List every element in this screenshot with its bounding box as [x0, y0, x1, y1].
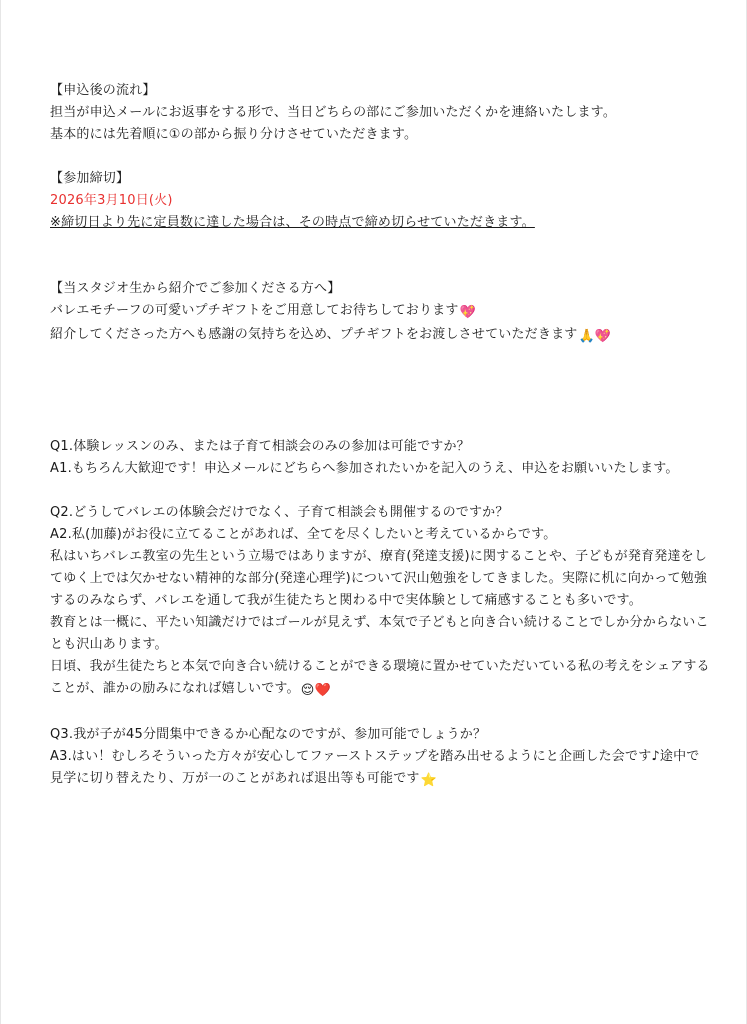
spacer: [50, 348, 710, 414]
document-content: [50, 80, 710, 792]
referral-line-1-text: バレエモチーフの可愛いプチギフトをご用意してお待ちしております: [50, 303, 459, 318]
deadline-heading: 【参加締切】: [50, 171, 130, 186]
spacer: [50, 702, 710, 724]
faq-a2-paragraph-2: 私はいちバレエ教室の先生という立場ではありますが、療育(発達支援)に関することや、子どもが発育発達をしてゆく上では欠かせない精神的な部分(発達心理学)について沢山勉強をしてきました。実際に机に向かって勉強するのみならず、バレエを通して我が生徒たちと関わる中で実体験として痛感することも多いです。: [50, 549, 708, 608]
spacer: [50, 146, 710, 168]
praying-hands-heart-icon: 🙏💖: [578, 329, 612, 344]
faq-q2: Q2.どうしてバレエの体験会だけでなく、子育て相談会も開催するのですか？: [50, 505, 509, 520]
star-icon: ⭐: [420, 773, 437, 788]
deadline-date: 2026年3月10日(火): [50, 193, 173, 208]
relieved-face-heart-icon: 😌❤️: [300, 683, 331, 698]
flow-line-2: 基本的には先着順に①の部から振り分けさせていただきます。: [50, 127, 418, 142]
faq-q1: Q1.体験レッスンのみ、または子育て相談会のみの参加は可能ですか？: [50, 439, 470, 454]
sparkling-heart-icon: 💖: [459, 305, 476, 320]
referral-line-2-text: 紹介してくださった方へも感謝の気持ちを込め、プチギフトをお渡しさせていただきます: [50, 327, 578, 342]
faq-a2-paragraph-4-text: 日頃、我が生徒たちと本気で向き合い続けることができる環境に置かせていただいている私の考えをシェアすることが、誰かの励みになれば嬉しいです。: [50, 659, 710, 696]
faq-q3: Q3.我が子が45分間集中できるか心配なのですが、参加可能でしょうか？: [50, 727, 487, 742]
referral-heading: 【当スタジオ生から紹介でご参加くださる方へ】: [50, 281, 341, 296]
spacer: [50, 234, 710, 278]
faq-a2-paragraph-3: 教育とは一概に、平たい知識だけではゴールが見えず、本気で子どもと向き合い続けることでしか分からないことも沢山あります。: [50, 615, 709, 652]
referral-line-1: [50, 300, 710, 324]
referral-line-2: [50, 324, 710, 348]
faq-a2-line-1: A2.私(加藤)がお役に立てることがあれば、全てを尽くしたいと考えているからです。: [50, 527, 557, 542]
spacer: [50, 480, 710, 502]
faq-a3: [50, 746, 710, 792]
deadline-note: ※締切日より先に定員数に達した場合は、その時点で締め切らせていただきます。: [50, 215, 535, 230]
faq-a2-paragraph-4: [50, 656, 710, 702]
flow-heading: 【申込後の流れ】: [50, 83, 156, 98]
faq-a3-text: A3.はい！むしろそういった方々が安心してファーストステップを踏み出せるようにと企画した会です♪途中で見学に切り替えたり、万が一のことがあれば退出等も可能です: [50, 749, 700, 786]
faq-a1: A1.もちろん大歓迎です！申込メールにどちらへ参加されたいかを記入のうえ、申込をお願いいたします。: [50, 461, 679, 476]
spacer: [50, 414, 710, 436]
flow-line-1: 担当が申込メールにお返事をする形で、当日どちらの部にご参加いただくかを連絡いたします。: [50, 105, 617, 120]
